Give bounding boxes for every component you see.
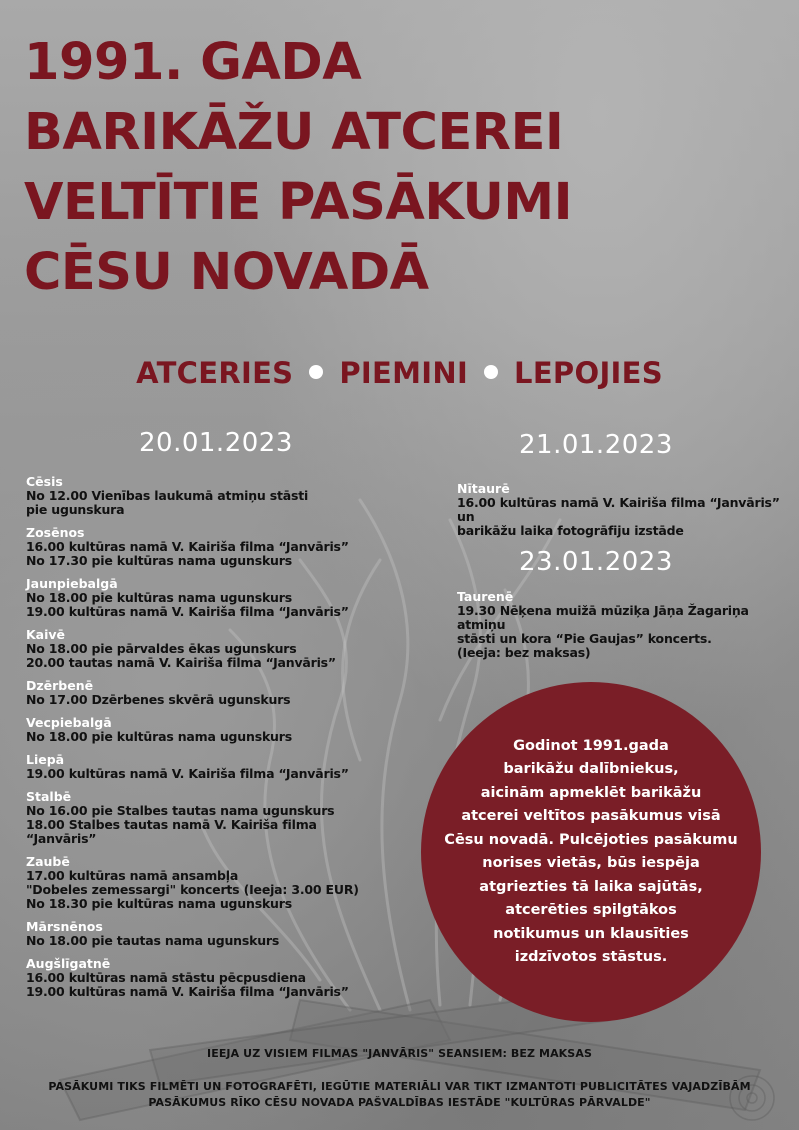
event-detail: 19.00 kultūras namā V. Kairiša filma “Janvāris” <box>26 984 349 999</box>
event-place: Jaunpiebalgā <box>26 576 118 591</box>
event-detail: 16.00 kultūras namā V. Kairiša filma “Janvāris” un <box>457 495 780 524</box>
events-20-01 <box>26 475 386 1008</box>
motto-word-1: ATCERIES <box>136 356 294 390</box>
event-place: Vecpiebalgā <box>26 715 112 730</box>
event-item <box>26 957 386 999</box>
footer-free-entry: IEEJA UZ VISIEM FILMAS "JANVĀRIS" SEANSIEM: BEZ MAKSAS <box>207 1047 592 1060</box>
events-23-01 <box>457 590 797 669</box>
title-line-4: CĒSU NOVADĀ <box>24 243 429 302</box>
date-23-01: 23.01.2023 <box>519 547 673 577</box>
event-place: Mārsnēnos <box>26 919 103 934</box>
event-place: Cēsis <box>26 474 63 489</box>
event-detail: (Ieeja: bez maksas) <box>457 645 591 660</box>
event-detail: 16.00 kultūras namā V. Kairiša filma “Janvāris” <box>26 539 349 554</box>
invitation-text: Godinot 1991.gada barikāžu dalībniekus, aicinām apmeklēt barikāžu atcerei veltītos pasākumus visā Cēsu novadā. Pulcējoties pasākumu norises vietās, būs iespēja atgriezties tā laika sajūtās, atcerēties spilgtākos notikumus un klausīties izdzīvotos stāstus. <box>444 737 738 965</box>
event-detail: No 18.30 pie kultūras nama ugunskurs <box>26 896 292 911</box>
event-detail: No 17.30 pie kultūras nama ugunskurs <box>26 553 292 568</box>
motto <box>0 356 799 390</box>
event-place: Dzērbenē <box>26 678 94 693</box>
event-detail: 19.30 Nēķena muižā mūziķa Jāņa Žagariņa atmiņu <box>457 603 749 632</box>
motto-word-2: PIEMINI <box>339 356 469 390</box>
event-detail: No 16.00 pie Stalbes tautas nama ugunskurs <box>26 803 335 818</box>
event-detail: 16.00 kultūras namā stāstu pēcpusdiena <box>26 970 306 985</box>
event-place: Taurenē <box>457 589 514 604</box>
bullet-dot-icon <box>484 365 498 379</box>
event-detail: No 12.00 Vienības laukumā atmiņu stāsti <box>26 488 309 503</box>
event-detail: 18.00 Stalbes tautas namā V. Kairiša filma “Janvāris” <box>26 817 317 846</box>
event-place: Liepā <box>26 752 65 767</box>
event-item <box>26 753 386 781</box>
event-place: Nītaurē <box>457 481 510 496</box>
event-item <box>26 628 386 670</box>
event-detail: barikāžu laika fotogrāfiju izstāde <box>457 523 684 538</box>
bullet-dot-icon <box>309 365 323 379</box>
event-detail: pie ugunskura <box>26 502 125 517</box>
title-line-1: 1991. GADA <box>24 33 362 92</box>
title-line-3: VELTĪTIE PASĀKUMI <box>24 173 573 232</box>
motto-word-3: LEPOJIES <box>514 356 663 390</box>
event-item <box>26 716 386 744</box>
date-20-01: 20.01.2023 <box>139 428 293 458</box>
event-detail: stāsti un kora “Pie Gaujas” koncerts. <box>457 631 712 646</box>
event-detail: No 18.00 pie kultūras nama ugunskurs <box>26 590 292 605</box>
event-detail: No 18.00 pie kultūras nama ugunskurs <box>26 729 292 744</box>
event-item <box>457 590 797 660</box>
event-place: Kaivē <box>26 627 66 642</box>
event-item <box>26 920 386 948</box>
event-item <box>26 577 386 619</box>
event-detail: "Dobeles zemessargi" koncerts (Ieeja: 3.00 EUR) <box>26 882 359 897</box>
event-item <box>26 475 386 517</box>
event-detail: 19.00 kultūras namā V. Kairiša filma “Janvāris” <box>26 766 349 781</box>
event-detail: 19.00 kultūras namā V. Kairiša filma “Janvāris” <box>26 604 349 619</box>
event-item <box>26 526 386 568</box>
event-item <box>457 482 797 538</box>
event-detail: 20.00 tautas namā V. Kairiša filma “Janvāris” <box>26 655 336 670</box>
event-place: Augšlīgatnē <box>26 956 111 971</box>
event-detail: 17.00 kultūras namā ansambļa <box>26 868 239 883</box>
event-item <box>26 679 386 707</box>
footer-media-notice: PASĀKUMI TIKS FILMĒTI UN FOTOGRAFĒTI, IEGŪTIE MATERIĀLI VAR TIKT IZMANTOTI PUBLICITĀTES VAJADZĪBĀM <box>48 1080 751 1093</box>
date-21-01: 21.01.2023 <box>519 430 673 460</box>
event-place: Stalbē <box>26 789 72 804</box>
event-place: Zosēnos <box>26 525 85 540</box>
event-detail: No 18.00 pie tautas nama ugunskurs <box>26 933 280 948</box>
event-detail: No 18.00 pie pārvaldes ēkas ugunskurs <box>26 641 297 656</box>
page-title <box>24 28 724 308</box>
event-detail: No 17.00 Dzērbenes skvērā ugunskurs <box>26 692 291 707</box>
event-item <box>26 855 386 911</box>
footer-organizer: PASĀKUMUS RĪKO CĒSU NOVADA PAŠVALDĪBAS IESTĀDE "KULTŪRAS PĀRVALDE" <box>148 1096 651 1109</box>
invitation-circle <box>421 682 761 1022</box>
event-item <box>26 790 386 846</box>
events-21-01 <box>457 482 797 547</box>
title-line-2: BARIKĀŽU ATCEREI <box>24 103 564 162</box>
event-place: Zaubē <box>26 854 70 869</box>
